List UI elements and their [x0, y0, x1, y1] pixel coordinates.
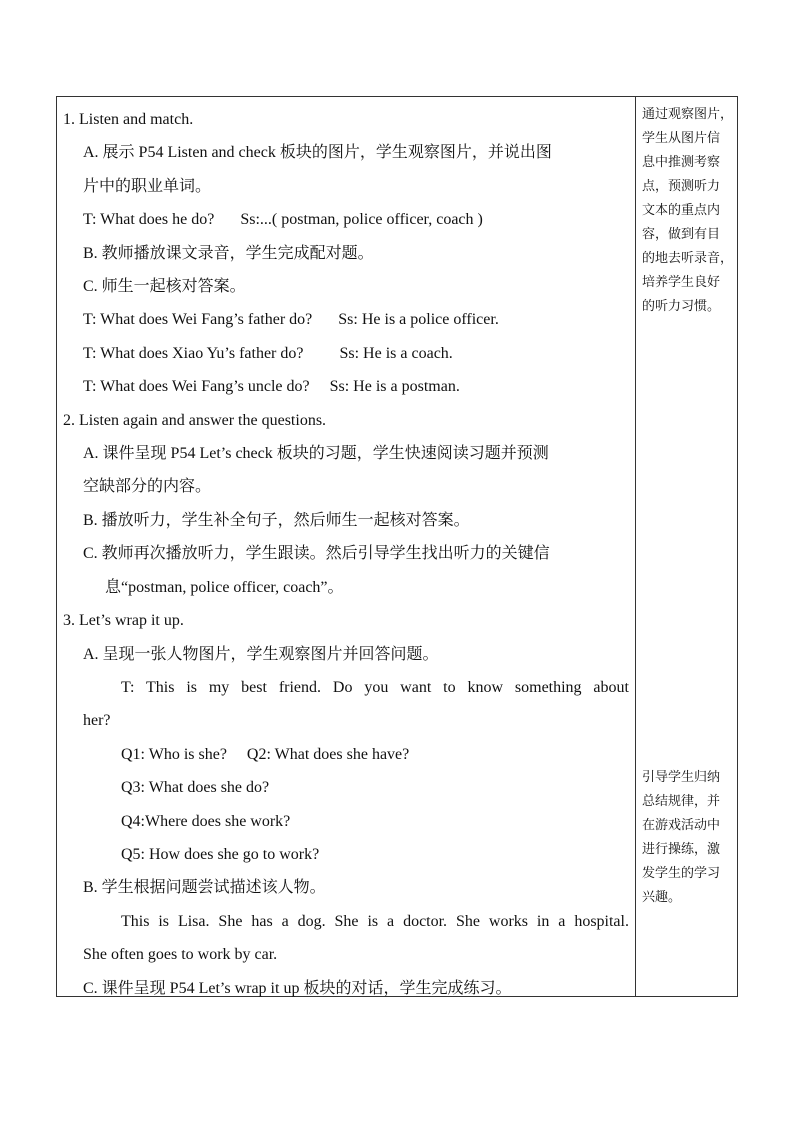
- section-3-title: 3. Let’s wrap it up.: [63, 612, 184, 630]
- students-answer: Ss: He is a postman.: [329, 378, 460, 396]
- question-2: Q2: What does she have?: [246, 745, 410, 763]
- s1-qa-1: [63, 303, 629, 336]
- s2-step-c-line1: C. 教师再次播放听力，学生跟读。然后引导学生找出听力的关键信: [83, 545, 550, 563]
- question-5: Q5: How does she go to work?: [121, 845, 320, 863]
- s1-qa-3: [63, 370, 629, 403]
- note-line: 通过观察图片，: [641, 106, 733, 121]
- note-line: 发学生的学习: [641, 865, 720, 880]
- s3-teacher-line1: T: This is my best friend. Do you want to know something about: [121, 678, 629, 696]
- purpose-note-1: [642, 102, 733, 318]
- note-line: 息中推测考察: [641, 154, 720, 169]
- note-line: 总结规律，并: [641, 793, 720, 808]
- s1-dialogue-1: [63, 203, 629, 236]
- s3-step-b: B. 学生根据问题尝试描述该人物。: [83, 879, 326, 897]
- s2-step-b: B. 播放听力，学生补全句子，然后师生一起核对答案。: [83, 511, 470, 529]
- section-1-title: 1. Listen and match.: [63, 111, 194, 128]
- s2-step-a-line1: A. 课件呈现 P54 Let’s check 板块的习题，学生快速阅读习题并预测: [83, 445, 549, 463]
- s1-step-a-line2: 片中的职业单词。: [83, 177, 212, 195]
- s1-qa-2: [63, 337, 629, 370]
- teacher-question: T: What does he do?: [83, 211, 215, 229]
- teacher-question: T: What does Wei Fang’s uncle do?: [83, 378, 310, 396]
- note-line: 在游戏活动中: [641, 817, 720, 832]
- note-line: 兴趣。: [641, 889, 681, 904]
- s2-step-a-line2: 空缺部分的内容。: [83, 478, 212, 496]
- lesson-table: [56, 96, 738, 997]
- note-line: 的听力习惯。: [641, 298, 720, 313]
- question-1: Q1: Who is she?: [121, 745, 227, 763]
- note-line: 引导学生归纳: [641, 769, 720, 784]
- question-4: Q4:Where does she work?: [121, 812, 291, 830]
- s3-step-a: A. 呈现一张人物图片，学生观察图片并回答问题。: [83, 645, 439, 663]
- purpose-column: [636, 97, 737, 996]
- s1-step-a-line1: A. 展示 P54 Listen and check 板块的图片，学生观察图片，并说出图: [83, 144, 552, 162]
- s3-sample-line2: She often goes to work by car.: [83, 946, 278, 964]
- note-line: 文本的重点内: [641, 202, 720, 217]
- teacher-question: T: What does Xiao Yu’s father do?: [83, 344, 304, 362]
- note-line: 点，预测听力: [641, 178, 720, 193]
- s2-step-c-line2: 息“postman, police officer, coach”。: [105, 578, 344, 596]
- s3-step-c: C. 课件呈现 P54 Let’s wrap it up 板块的对话，学生完成练习。: [83, 979, 512, 997]
- s1-step-b: B. 教师播放课文录音，学生完成配对题。: [83, 244, 374, 262]
- students-answer: Ss:...( postman, police officer, coach ): [240, 211, 483, 229]
- students-answer: Ss: He is a coach.: [339, 344, 453, 362]
- s1-step-c: C. 师生一起核对答案。: [83, 278, 246, 296]
- s3-teacher-line2: her?: [83, 712, 111, 730]
- note-line: 培养学生良好: [641, 274, 720, 289]
- note-line: 的地去听录音，: [641, 250, 733, 265]
- procedure-column: [57, 97, 636, 996]
- note-line: 进行操练，激: [641, 841, 720, 856]
- teacher-question: T: What does Wei Fang’s father do?: [83, 311, 313, 329]
- s3-questions-1-2: [63, 738, 629, 771]
- note-line: 容，做到有目: [641, 226, 720, 241]
- question-3: Q3: What does she do?: [121, 779, 270, 797]
- students-answer: Ss: He is a police officer.: [338, 311, 499, 329]
- purpose-note-2: [642, 765, 733, 909]
- note-line: 学生从图片信: [641, 130, 720, 145]
- section-2-title: 2. Listen again and answer the questions.: [63, 411, 327, 429]
- s3-sample-line1: This is Lisa. She has a dog. She is a doctor. She works in a hospital.: [121, 912, 629, 930]
